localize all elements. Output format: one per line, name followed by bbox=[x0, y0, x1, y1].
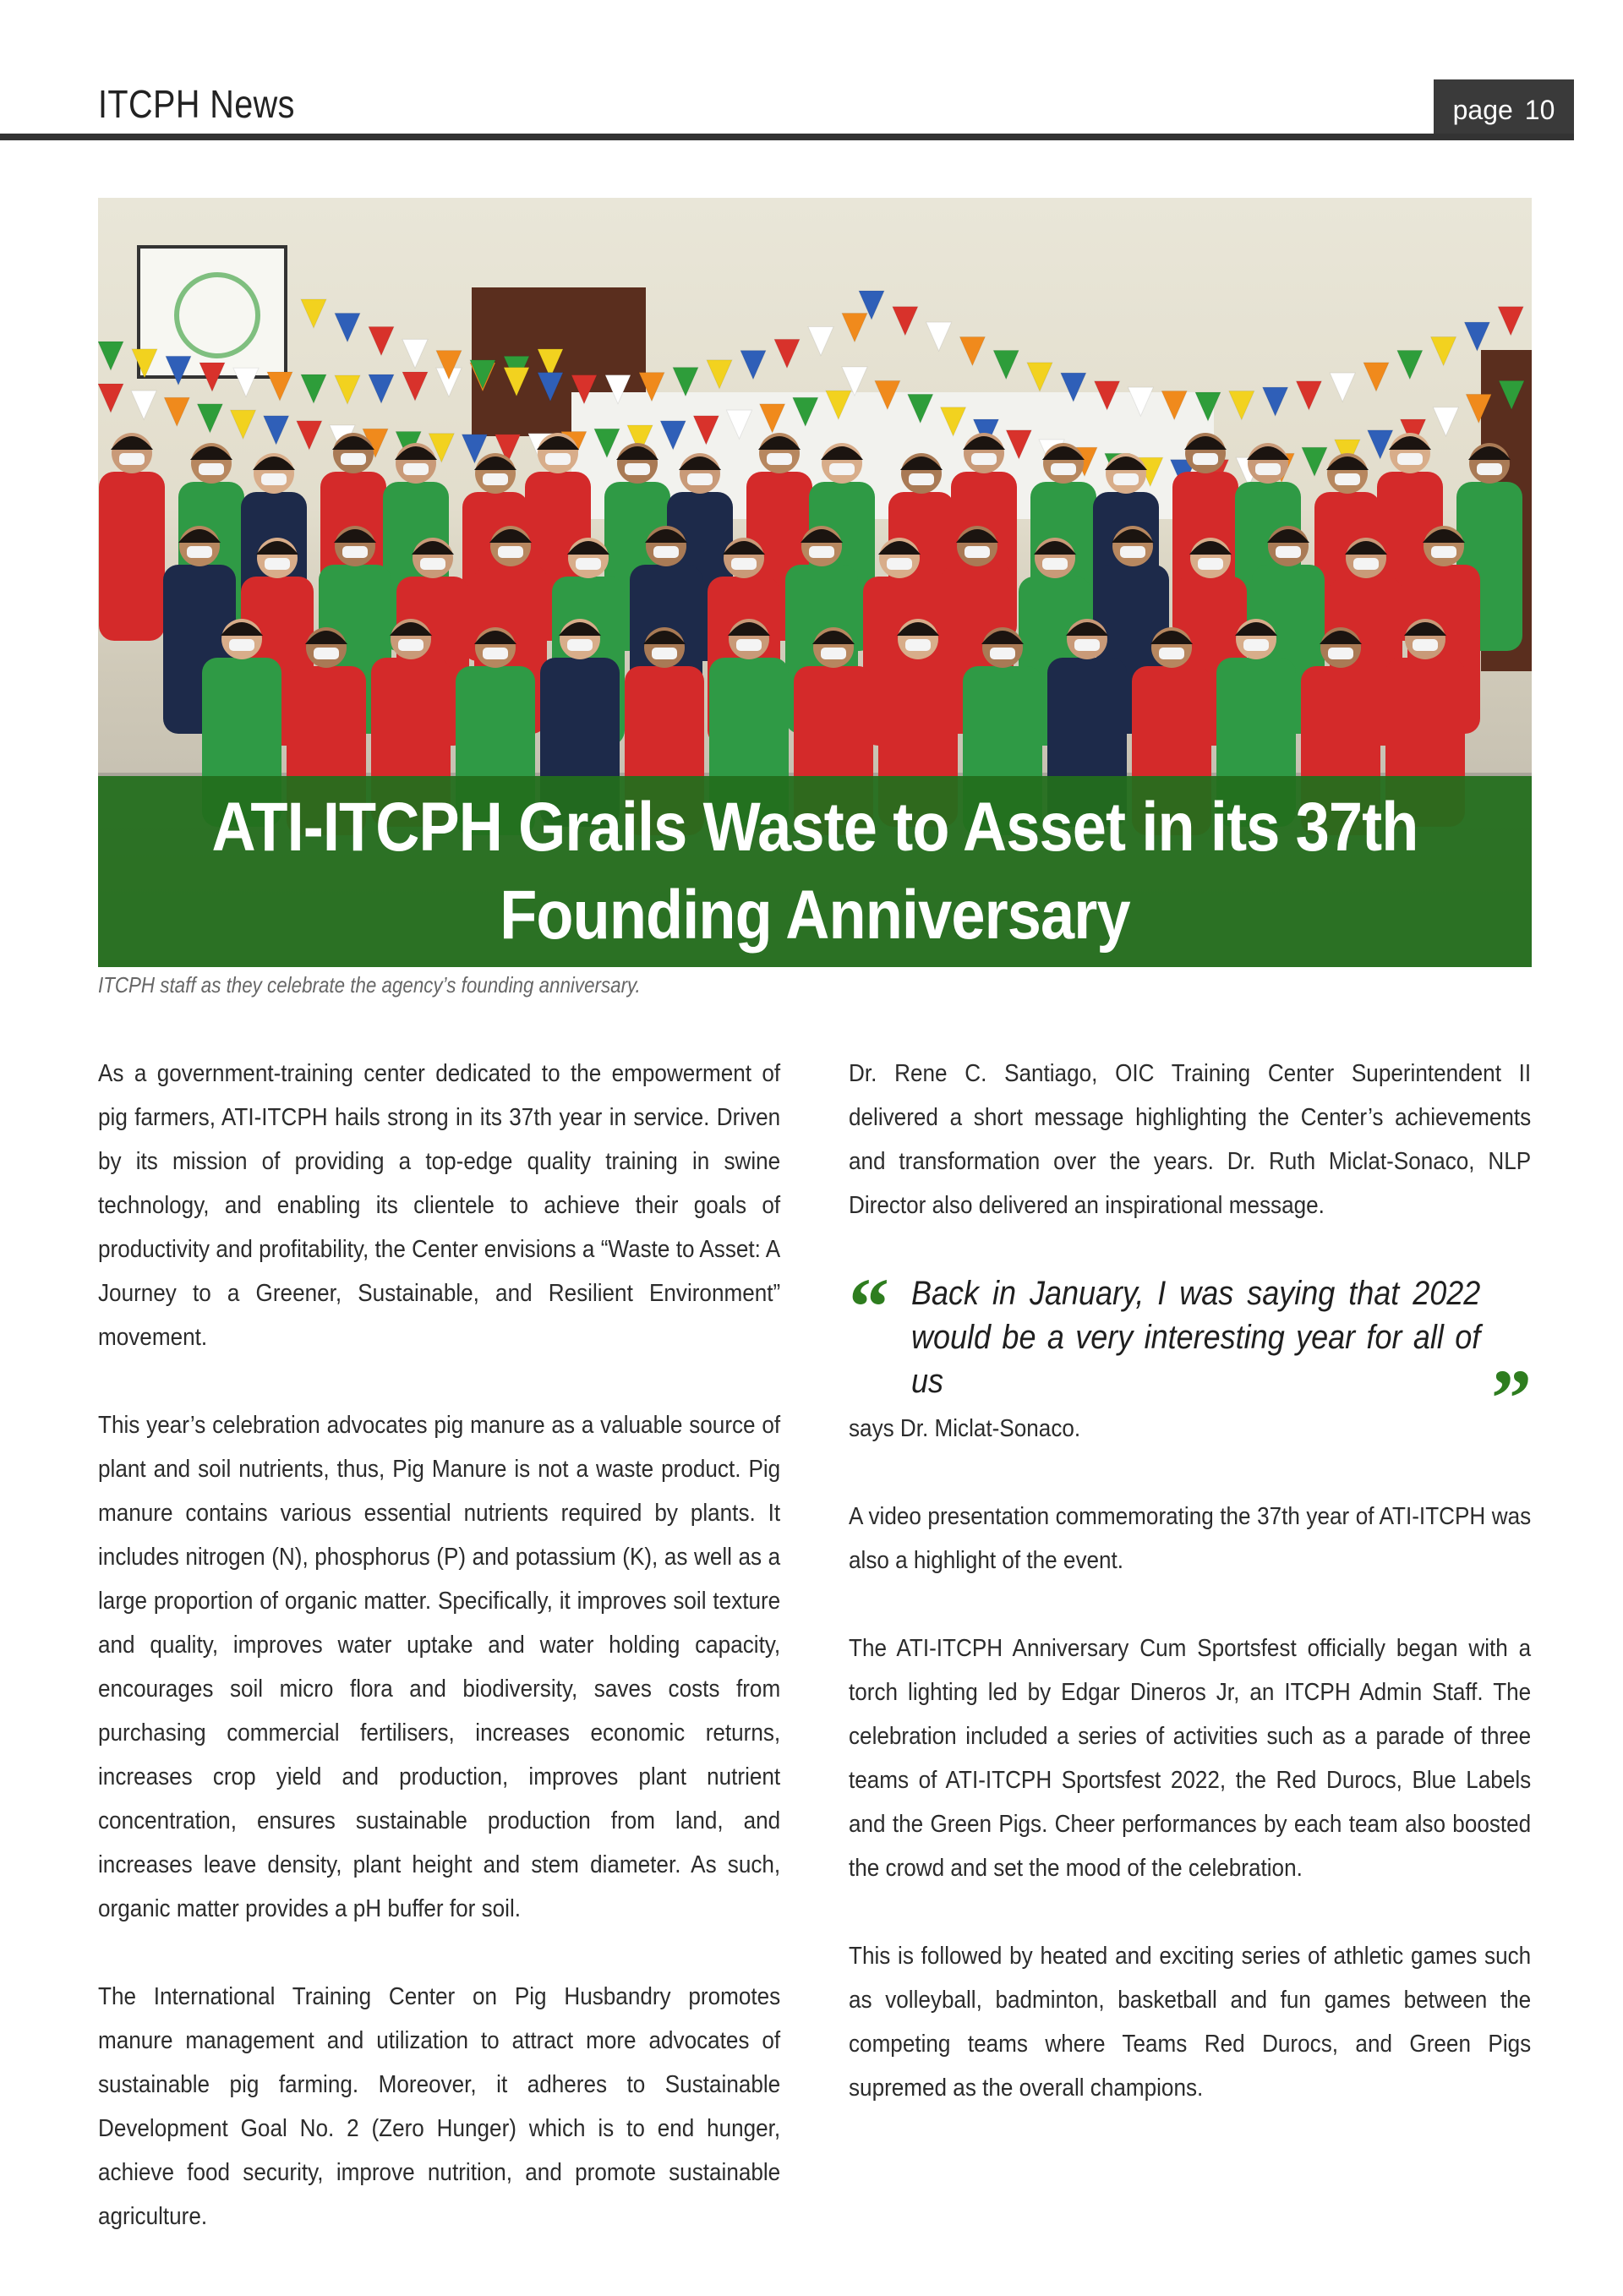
article-column-right bbox=[849, 1052, 1532, 2154]
quote-open-mark: “ bbox=[849, 1261, 889, 1352]
article-paragraph: As a government-training center dedicated to the empowerment of pig farmers, ATI-ITCPH hails strong in its 37th year in service. Driven by its mission of providing a top-edge quality training in swine technology, and enabling its clientele to achieve their goals of productivity and profitability, the Center envisions a “Waste to Asset: A Journey to a Greener, Sustainable, and Resilient Environment” movement. bbox=[98, 1060, 781, 1351]
quote-close-mark: ” bbox=[1491, 1353, 1532, 1443]
article-paragraph: Dr. Rene C. Santiago, OIC Training Center Superintendent II delivered a short message highlighting the Center’s achievements and transformation over the years. Dr. Ruth Miclat-Sonaco, NLP Director also delivered an inspirational message. bbox=[849, 1060, 1532, 1219]
photo-caption: ITCPH staff as they celebrate the agency’s founding anniversary. bbox=[98, 972, 641, 998]
newsletter-title: ITCPH News bbox=[98, 82, 295, 126]
article-paragraph: The International Training Center on Pig Husbandry promotes manure management and utilization to attract more advocates of sustainable pig farming. Moreover, it adheres to Sustainable Development Goal No. 2 (Zero Hunger) which is to end hunger, achieve food security, improve nutrition, and promote sustainable agriculture. bbox=[98, 1983, 781, 2230]
article-paragraph: This year’s celebration advocates pig manure as a valuable source of plant and soil nutrients, thus, Pig Manure is not a waste product. Pig manure contains various essential nutrients required by plants. It includes nitrogen (N), phosphorus (P) and potassium (K), as well as a large proportion of organic matter. Specifically, it improves soil texture and quality, improves water uptake and water holding capacity, encourages soil micro flora and biodiversity, saves costs from purchasing commercial fertilisers, increases economic returns, increases crop yield and production, improves plant nutrient concentration, ensures sustainable production from land, and increases leave density, plant height and stem diameter. As such, organic matter provides a pH buffer for soil. bbox=[98, 1412, 781, 1922]
article-headline: ATI-ITCPH Grails Waste to Asset in its 37th Founding Anniversary bbox=[211, 789, 1418, 954]
article-paragraph: The ATI-ITCPH Anniversary Cum Sportsfest officially began with a torch lighting led by Edgar Dineros Jr, an ITCPH Admin Staff. The celebration included a series of activities such as a parade of three teams of ATI-ITCPH Sportsfest 2022, the Red Durocs, Blue Labels and the Green Pigs. Cheer performances by each team also boosted the crowd and set the mood of the celebration. bbox=[849, 1635, 1532, 1882]
person-figure bbox=[99, 433, 165, 641]
page-number: 10 bbox=[1524, 94, 1555, 125]
quote-attribution: says Dr. Miclat-Sonaco. bbox=[849, 1415, 1081, 1442]
group-photo bbox=[98, 198, 1532, 967]
header-divider bbox=[0, 134, 1574, 140]
page-number-tab bbox=[1434, 79, 1574, 140]
article-paragraph: A video presentation commemorating the 37th year of ATI-ITCPH was also a highlight of the event. bbox=[849, 1503, 1532, 1574]
quote-text: Back in January, I was saying that 2022 would be a very interesting year for all of us bbox=[911, 1275, 1481, 1400]
headline-band bbox=[98, 776, 1532, 967]
article-paragraph: This is followed by heated and exciting series of athletic games such as volleyball, badminton, basketball and fun games between the competing teams where Teams Red Durocs, and Green Pigs supremed as the overall champions. bbox=[849, 1943, 1532, 2102]
article-column-left bbox=[98, 1052, 781, 2282]
page-label: page bbox=[1452, 94, 1513, 125]
